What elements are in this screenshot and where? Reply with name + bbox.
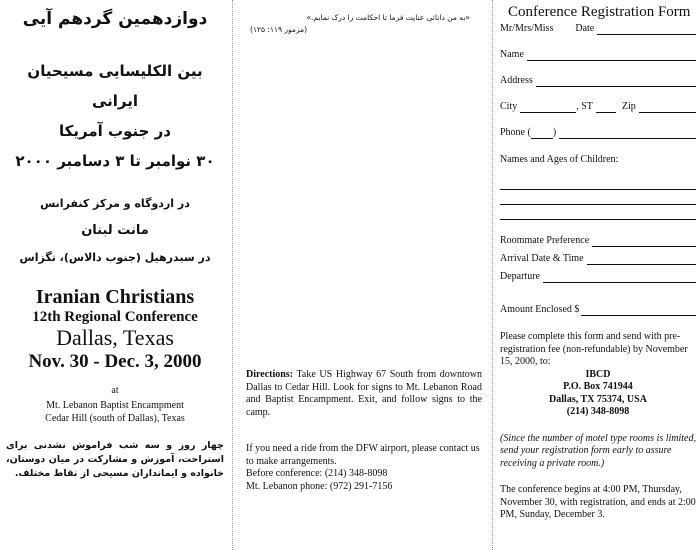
- name-label: Name: [500, 49, 524, 60]
- panel-registration-form: [492, 0, 700, 550]
- amount-row: [500, 303, 696, 316]
- zip-label: Zip: [621, 101, 636, 112]
- arrival-row: [500, 252, 696, 265]
- english-subtitle: 12th Regional Conference: [32, 309, 198, 325]
- city-field[interactable]: [520, 102, 576, 113]
- directions-text: Take US Highway 67 South from downtown Dallas to Cedar Hill. Look for signs to Mt. Lebanon Road and Baptist Encampment. Exit, and follow signs to the camp.: [246, 369, 482, 418]
- state-label: , ST: [576, 101, 593, 112]
- venue-line-2: Cedar Hill (south of Dallas), Texas: [45, 413, 185, 424]
- mailing-address-phone: (214) 348-8098: [566, 406, 630, 417]
- panel-directions: [232, 0, 492, 550]
- directions-paragraph: [246, 369, 482, 419]
- arrival-label: Arrival Date & Time: [500, 253, 584, 264]
- area-code-field[interactable]: [531, 128, 553, 139]
- bible-verse: «به من دانائی عنایت فرما تا احکامت را درک نمایم.»: [306, 13, 470, 22]
- english-title: Iranian Christians: [35, 286, 195, 308]
- mailing-address-box: P.O. Box 741944: [563, 381, 633, 392]
- phone-close-paren: ): [552, 127, 557, 138]
- mailing-address-city: Dallas, TX 75374, USA: [549, 393, 647, 405]
- venue-line-1: Mt. Lebanon Baptist Encampment: [46, 400, 184, 411]
- persian-heading: دوازدهمین گردهم آیی: [22, 9, 208, 29]
- english-city: Dallas, Texas: [56, 325, 174, 350]
- city-row: [500, 100, 696, 113]
- directions-label: Directions:: [246, 369, 294, 380]
- bible-verse-reference: (مزمور ۱۱۹: ۱۲۵): [250, 25, 308, 34]
- zip-field[interactable]: [639, 102, 696, 113]
- phone-label: Phone (: [500, 127, 531, 138]
- city-label: City: [500, 101, 518, 112]
- persian-title-line-2: در جنوب آمریکا: [59, 122, 171, 140]
- room-note: (Since the number of motel type rooms is limited, send your registration form early to assure receiving a private room.): [500, 432, 696, 469]
- persian-dates: ۳۰ نوامبر تا ۳ دسامبر ۲۰۰۰: [15, 152, 215, 170]
- at-label: at: [111, 385, 119, 396]
- form-title: Conference Registration Form: [508, 4, 691, 20]
- persian-venue-location: در سیدرهیل (جنوب دالاس)، تگزاس: [19, 251, 211, 264]
- persian-venue-name: مانت لبنان: [81, 223, 149, 238]
- persian-footer-text: چهار روز و سه شب فراموش نشدنی برای استراحت، آموزش و مشارکت در میان دوستان، خانواده و ایمانداران مسیحی از نقاط مختلف.: [6, 440, 224, 479]
- name-field[interactable]: [527, 50, 696, 61]
- children-field-1[interactable]: [500, 188, 696, 190]
- address-row: [500, 74, 696, 87]
- instructions-text: Please complete this form and send with pre-registration fee (non-refundable) by November 15, 2000, to:: [500, 331, 688, 367]
- children-label-row: [500, 153, 696, 166]
- children-field-2[interactable]: [500, 203, 696, 205]
- salutation-date-row: [500, 22, 696, 35]
- amount-label: Amount Enclosed $: [500, 304, 580, 315]
- phone-field[interactable]: [559, 128, 696, 139]
- english-dates: Nov. 30 - Dec. 3, 2000: [28, 351, 202, 372]
- children-field-3[interactable]: [500, 218, 696, 220]
- ride-text: If you need a ride from the DFW airport, please contact us to make arrangements.: [246, 443, 480, 467]
- salutation-label: Mr/Mrs/Miss: [500, 23, 554, 34]
- departure-field[interactable]: [543, 272, 696, 283]
- departure-label: Departure: [500, 271, 540, 282]
- departure-row: [500, 270, 696, 283]
- persian-title-line-1: بین الکلیسایی مسیحیان ایرانی: [27, 62, 203, 110]
- roommate-field[interactable]: [592, 236, 696, 247]
- schedule-text: The conference begins at 4:00 PM, Thursday, November 30, with registration, and ends at 2:00 PM, Sunday, December 3.: [500, 484, 696, 520]
- address-label: Address: [500, 75, 533, 86]
- roommate-label: Roommate Preference: [500, 235, 590, 246]
- persian-venue-line-1: در اردوگاه و مرکز کنفرانس: [40, 197, 190, 210]
- date-label: Date: [575, 23, 595, 34]
- phone-row: [500, 126, 696, 139]
- state-field[interactable]: [596, 102, 616, 113]
- name-row: [500, 48, 696, 61]
- arrival-field[interactable]: [587, 254, 696, 265]
- panel-conference-title: [0, 0, 232, 550]
- roommate-row: [500, 234, 696, 247]
- children-label: Names and Ages of Children:: [500, 154, 619, 165]
- address-field[interactable]: [536, 76, 696, 87]
- mt-lebanon-phone: Mt. Lebanon phone: (972) 291-7156: [246, 480, 393, 492]
- amount-field[interactable]: [581, 305, 696, 316]
- mailing-address-org: IBCD: [585, 368, 611, 380]
- before-conference-phone: Before conference: (214) 348-8098: [246, 468, 388, 479]
- date-field[interactable]: [597, 24, 696, 35]
